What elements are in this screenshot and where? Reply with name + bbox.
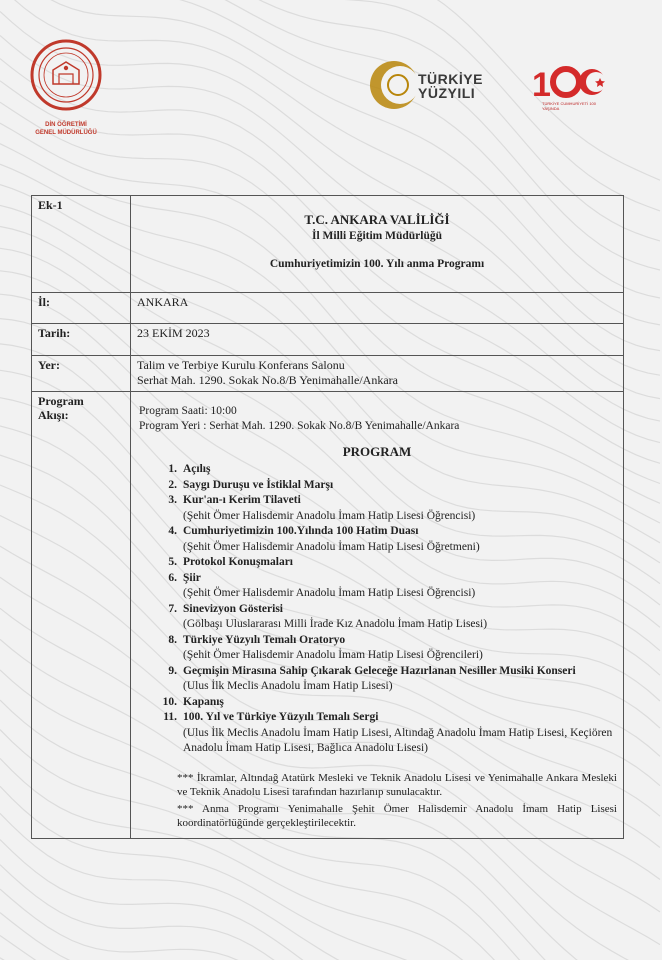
crescent-icon (368, 56, 418, 114)
program-item-title: Açılış (183, 463, 211, 475)
program-item (137, 633, 613, 664)
program-item-detail: (Şehit Ömer Halisdemir Anadolu İmam Hatip Lisesi Öğretmeni) (183, 540, 480, 553)
program-item (137, 555, 613, 571)
note-koordinasyon: *** Anma Programı Yenimahalle Şehit Ömer Halisdemir Anadolu İmam Hatip Lisesi koordinatörlüğünde gerçekleştirilecektir. (177, 802, 617, 829)
program-item-detail: (Ulus İlk Meclis Anadolu İmam Hatip Lisesi) (183, 680, 393, 692)
ek-label: Ek-1 (32, 196, 131, 293)
program-item (137, 710, 613, 757)
program-item-body (183, 571, 613, 602)
program-item-number: 9. (168, 664, 177, 677)
yer-value (131, 356, 624, 392)
program-item-number: 1. (168, 463, 177, 475)
program-item-body (183, 478, 613, 494)
program-item-body (183, 493, 613, 524)
100-emblem-icon (530, 62, 610, 102)
program-item-number: 5. (168, 556, 177, 568)
tarih-row (32, 324, 624, 356)
program-heading: PROGRAM (342, 444, 412, 459)
program-label-line1: Program (38, 394, 84, 408)
tarih-label: Tarih: (32, 324, 131, 356)
tarih-value: 23 EKİM 2023 (131, 324, 624, 356)
program-table (31, 195, 624, 839)
program-item-body (183, 462, 613, 478)
yer-label: Yer: (32, 356, 131, 392)
header-cell (131, 196, 624, 293)
program-item (137, 664, 613, 695)
program-item (137, 524, 613, 555)
program-item-number: 10. (162, 695, 177, 708)
program-item-number: 7. (168, 602, 177, 615)
program-item-number: 4. (168, 525, 177, 537)
il-value: ANKARA (131, 293, 624, 324)
program-item (137, 462, 613, 478)
program-notes (177, 771, 617, 830)
program-cell (131, 392, 624, 839)
program-item-detail: (Gölbaşı Uluslararası Milli İrade Kız Anadolu İmam Hatip Lisesi) (183, 618, 488, 630)
program-item-detail: (Şehit Ömer Halisdemir Anadolu İmam Hatip Lisesi Öğrencisi) (183, 587, 476, 599)
program-item-body (183, 602, 613, 633)
program-item-title: Şiir (183, 571, 201, 584)
svg-text:1: 1 (532, 66, 551, 102)
valilik-title: T.C. ANKARA VALİLİĞİ (304, 212, 450, 227)
mudurluk-title: İl Milli Eğitim Müdürlüğü (311, 230, 443, 242)
program-item-title: Kur'an-ı Kerim Tilaveti (183, 494, 301, 506)
program-item-title: 100. Yıl ve Türkiye Yüzyılı Temalı Sergi (183, 711, 379, 723)
il-label: İl: (32, 293, 131, 324)
program-item (137, 695, 613, 711)
program-item-title: Saygı Duruşu ve İstiklal Marşı (183, 478, 334, 491)
program-item (137, 602, 613, 633)
program-name: Cumhuriyetimizin 100. Yılı anma Programı (269, 258, 485, 270)
logo-100-subtitle: TÜRKİYE CUMHURİYETİ 100 YAŞINDA (542, 101, 597, 111)
program-item-title: Sinevizyon Gösterisi (183, 602, 283, 615)
program-item-detail: (Ulus İlk Meclis Anadolu İmam Hatip Lisesi, Altındağ Anadolu İmam Hatip Lisesi, Keçiören Anadolu İmam Hatip Lisesi, Bağlıca Anadolu Lisesi) (183, 726, 613, 754)
program-item-body (183, 524, 613, 555)
program-item-detail: (Şehit Ömer Halisdemir Anadolu İmam Hatip Lisesi Öğrencisi) (183, 509, 476, 522)
logo-yuzyili-text: YÜZYILI (418, 85, 476, 101)
program-item-body (183, 664, 613, 695)
program-label (32, 392, 131, 839)
din-ogretimi-logo (24, 38, 108, 137)
logo-caption-line2: GENEL MÜDÜRLÜĞÜ (35, 130, 97, 136)
logo-turkiye-text: TÜRKİYE (418, 71, 483, 87)
program-item-number: 6. (168, 571, 177, 584)
yer-line2: Serhat Mah. 1290. Sokak No.8/B Yenimahalle/Ankara (137, 373, 398, 387)
program-saati: Program Saati: 10:00 (139, 405, 237, 417)
logo-caption-line1: DİN ÖĞRETİMİ (45, 122, 87, 128)
program-item-number: 8. (168, 633, 177, 646)
program-item (137, 571, 613, 602)
yer-line1: Talim ve Terbiye Kurulu Konferans Salonu (137, 358, 345, 372)
program-item-detail: (Şehit Ömer Halisdemir Anadolu İmam Hatip Lisesi Öğrencileri) (183, 649, 483, 661)
program-meta (137, 404, 617, 434)
program-item-number: 2. (168, 478, 177, 491)
program-item-title: Protokol Konuşmaları (183, 556, 294, 568)
program-item-body (183, 555, 613, 571)
program-item-title: Cumhuriyetimizin 100.Yılında 100 Hatim Duası (183, 525, 419, 537)
cumhuriyet-100-logo (530, 62, 610, 111)
header-row (32, 196, 624, 293)
program-item (137, 478, 613, 494)
turkiye-yuzyili-logo (368, 56, 496, 114)
program-item-title: Kapanış (183, 695, 224, 708)
program-items-list (137, 462, 617, 757)
program-item-title: Geçmişin Mirasına Sahip Çıkarak Geleceğe Hazırlanan Nesiller Musiki Konseri (183, 664, 576, 677)
program-row (32, 392, 624, 839)
program-item (137, 493, 613, 524)
program-item-body (183, 633, 613, 664)
yer-row (32, 356, 624, 392)
program-item-title: Türkiye Yüzyılı Temalı Oratoryo (183, 633, 346, 646)
program-yeri: Program Yeri : Serhat Mah. 1290. Sokak No.8/B Yenimahalle/Ankara (139, 420, 460, 432)
program-item-body (183, 695, 613, 711)
seal-icon (29, 38, 103, 112)
program-label-line2: Akışı: (38, 408, 69, 422)
program-item-body (183, 710, 613, 757)
il-row (32, 293, 624, 324)
program-item-number: 3. (168, 494, 177, 506)
note-ikramlar: *** İkramlar, Altındağ Atatürk Mesleki ve Teknik Anadolu Lisesi ve Yenimahalle Ankara Mesleki ve Teknik Anadolu Lisesi tarafından hazırlanıp sunulacaktır. (177, 771, 617, 798)
program-item-number: 11. (163, 711, 177, 723)
